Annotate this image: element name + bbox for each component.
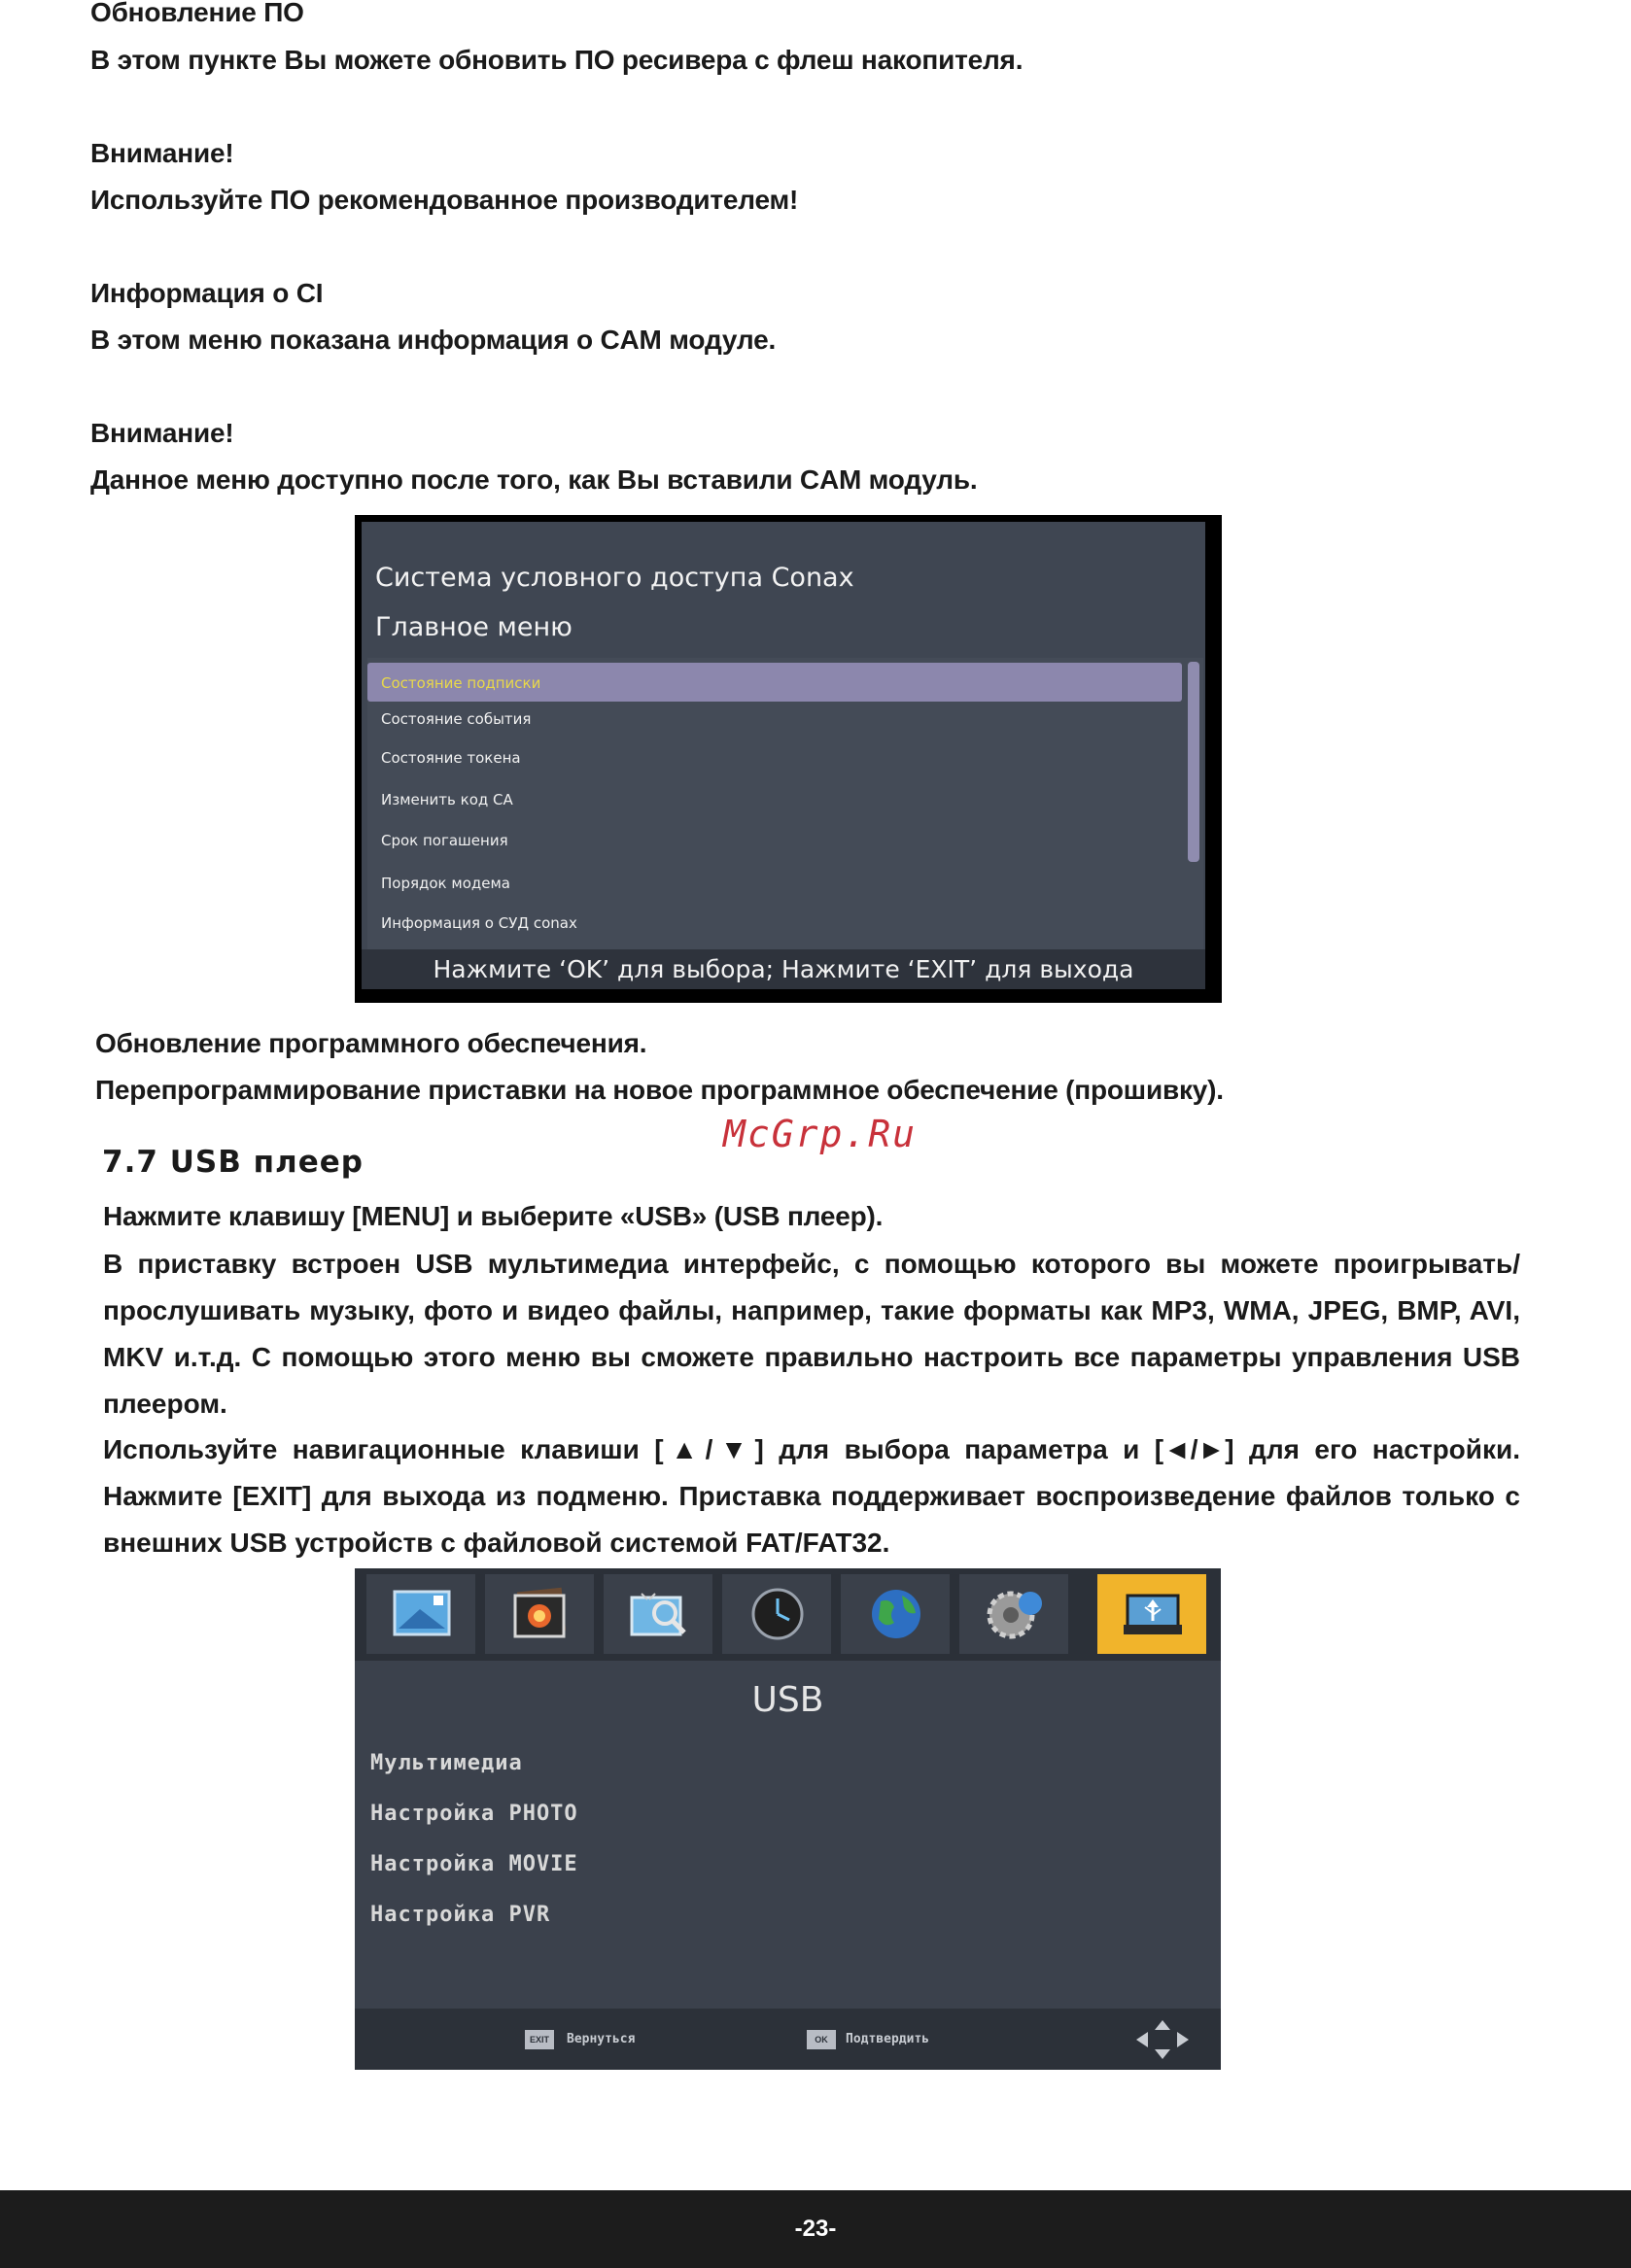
tab-media[interactable] xyxy=(485,1574,594,1654)
conax-menu-list xyxy=(367,658,1203,949)
ok-key-icon: OK xyxy=(807,2030,836,2049)
tv-icon xyxy=(391,1586,453,1642)
text-usb-interface-desc: В приставку встроен USB мультимедиа интерфейс, с помощью которого вы можете проигрывать/прослушивать музыку, фото и видео файлы, например, такие форматы как MP3, WMA, JPEG, BMP, AVI, MKV и.т.д. С помощью этого меню вы сможете правильно настроить все параметры управления USB плеером. xyxy=(103,1249,1520,1419)
navigation-arrows-icon xyxy=(1134,2018,1191,2061)
conax-menu-screenshot xyxy=(355,515,1222,1003)
text-ci-info-desc: В этом меню показана информация о CAM модуле. xyxy=(90,325,777,355)
settings-gear-icon xyxy=(984,1586,1046,1642)
text-navigation-desc: Используйте навигационные клавиши [▲/▼] для выбора параметра и [◄/►] для его настройки. Нажмите [EXIT] для выхода из подменю. Приставка поддерживает воспроизведение файлов только с внешних USB устройств с файловой системой FAT/FAT32. xyxy=(103,1434,1520,1558)
heading-software-update: Обновление ПО xyxy=(90,0,304,27)
tab-usb[interactable] xyxy=(1097,1574,1206,1654)
picture-icon xyxy=(509,1586,572,1642)
confirm-label: Подтвердить xyxy=(846,2032,930,2046)
tab-search[interactable] xyxy=(604,1574,712,1654)
usb-menu-item-pvr[interactable]: Настройка PVR xyxy=(370,1903,551,1927)
conax-menu-item[interactable]: Порядок модема xyxy=(381,875,510,892)
usb-title: USB xyxy=(751,1680,824,1720)
text-software-update-2: Обновление программного обеспечения. xyxy=(95,1028,647,1058)
text-recommended-software: Используйте ПО рекомендованное производителем! xyxy=(90,185,799,215)
text-warning-2: Внимание! xyxy=(90,418,234,448)
conax-menu-item[interactable]: Информация о СУД conax xyxy=(381,914,577,932)
conax-footer-hint: Нажмите ‘OK’ для выбора; Нажмите ‘EXIT’ для выхода xyxy=(362,949,1205,989)
conax-menu-item[interactable]: Изменить код CA xyxy=(381,791,513,808)
conax-title: Система условного доступа Conax xyxy=(375,563,854,593)
text-cam-available: Данное меню доступно после того, как Вы вставили CAM модуль. xyxy=(90,464,978,495)
conax-menu-item[interactable]: Состояние события xyxy=(381,710,532,728)
usb-menu-tabbar xyxy=(355,1568,1221,1661)
text-press-menu: Нажмите клавишу [MENU] и выберите «USB» (USB плеер). xyxy=(103,1201,884,1231)
watermark: McGrp.Ru xyxy=(723,1113,918,1155)
usb-menu-item-movie[interactable]: Настройка MOVIE xyxy=(370,1852,578,1876)
usb-menu-screenshot xyxy=(355,1568,1221,2070)
tab-settings[interactable] xyxy=(959,1574,1068,1654)
conax-subtitle: Главное меню xyxy=(375,612,573,642)
page-footer xyxy=(0,2190,1631,2268)
tab-network[interactable] xyxy=(841,1574,950,1654)
tab-tv[interactable] xyxy=(366,1574,475,1654)
text-warning-1: Внимание! xyxy=(90,138,234,168)
usb-menu-item-multimedia[interactable]: Мультимедиа xyxy=(370,1751,523,1775)
conax-menu-item[interactable]: Срок погашения xyxy=(381,832,508,849)
search-icon xyxy=(628,1586,690,1642)
text-reprogramming: Перепрограммирование приставки на новое программное обеспечение (прошивку). xyxy=(95,1075,1224,1105)
usb-icon xyxy=(1122,1586,1184,1642)
tab-time[interactable] xyxy=(722,1574,831,1654)
conax-scrollbar[interactable] xyxy=(1188,662,1199,862)
conax-menu-item[interactable]: Состояние токена xyxy=(381,749,521,767)
usb-help-bar xyxy=(355,2009,1221,2070)
text-software-update-desc: В этом пункте Вы можете обновить ПО ресивера с флеш накопителя. xyxy=(90,45,1024,75)
exit-key-icon: EXIT xyxy=(525,2030,554,2049)
conax-menu-item[interactable]: Состояние подписки xyxy=(367,663,1182,702)
clock-icon xyxy=(746,1586,809,1642)
heading-ci-info: Информация о CI xyxy=(90,278,324,308)
page-number: -23- xyxy=(794,2216,837,2242)
usb-menu-item-photo[interactable]: Настройка PHOTO xyxy=(370,1802,578,1826)
section-heading-usb-player: 7.7 USB плеер xyxy=(102,1145,364,1180)
globe-icon xyxy=(865,1586,927,1642)
back-label: Вернуться xyxy=(567,2032,636,2046)
